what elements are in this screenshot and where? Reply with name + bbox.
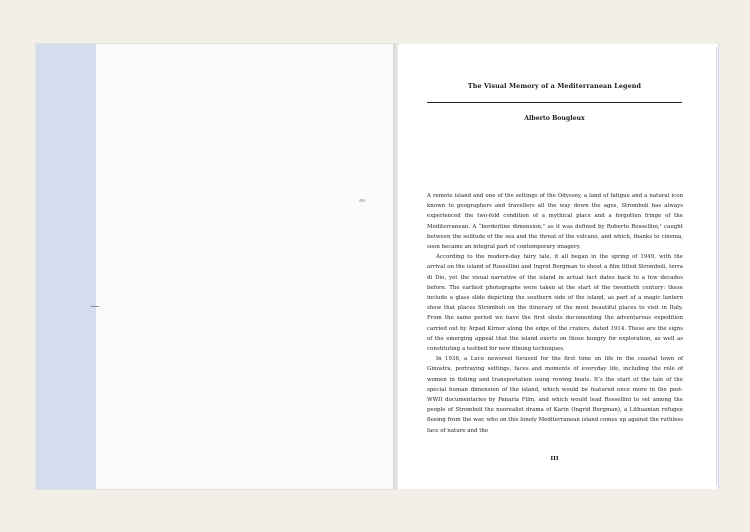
paragraph-3: In 1936, a Luce newsreel focused for the first time on life in the coastal town of Ginostra, portraying settings, faces and moments of everyday life, including the role of women in fishing and transportation using rowing boats. It’s the start of the tale of the special human dimension of the island, which would be featured once more in the post-WWII documentaries by Panaria Film, and which would lead Rossellini to set among the people of Stromboli the neorealist drama of Karin (Ingrid Bergman), a Lithuanian refugee fleeing from the war, who on this lonely Mediterranean island comes up against the ruthless face of nature and the xyxy=(427,356,683,434)
page-number: III xyxy=(550,456,559,462)
page-block-edges xyxy=(716,47,720,485)
body-text xyxy=(427,191,683,436)
right-page xyxy=(398,44,718,489)
paragraph-1: A remote island and one of the settings of the Odyssey, a land of fatigue and a natural icon known to geographers and travellers all the way down the ages, Stromboli has always experienced the two-fold condition of a mythical place and a forgotten fringe of the Mediterranean. A “borderline dimension,” as it was defined by Roberto Rossellini,¹ caught between the solitude of the sea and the threat of the volcano, and which, thanks to cinema, soon became an integral part of contemporary imagery. xyxy=(427,193,683,251)
paragraph-2: According to the modern-day fairy tale, it all began in the spring of 1949, with the arrival on the island of Rossellini and Ingrid Bergman to shoot a film titled Stromboli, terra di Dio, yet the visual narrative of the island in actual fact dates back to a few decades before. The earliest photographs were taken at the start of the twentieth century: these include a glass slide depicting the southern side of the island, as part of a magic lantern show that places Stromboli on the itinerary of the most beautiful places to visit in Italy. From the same period we have the first shots documenting the adventurous expedition carried out by Arpad Kirner along the edge of the craters, dated 1914. These are the signs of the emerging appeal that the island exerts on those hungry for exploration, as well as constituting a testbed for new filming techniques. xyxy=(427,254,683,353)
paper-speck xyxy=(359,199,365,202)
left-page-blank xyxy=(36,44,398,489)
header-rule xyxy=(427,102,682,103)
author-name: Alberto Bougleux xyxy=(524,115,585,122)
left-page-panel xyxy=(96,44,398,489)
running-head: The Visual Memory of a Mediterranean Legend xyxy=(467,82,642,90)
fold-mark xyxy=(91,306,99,307)
blue-endpaper-strip xyxy=(36,44,96,489)
